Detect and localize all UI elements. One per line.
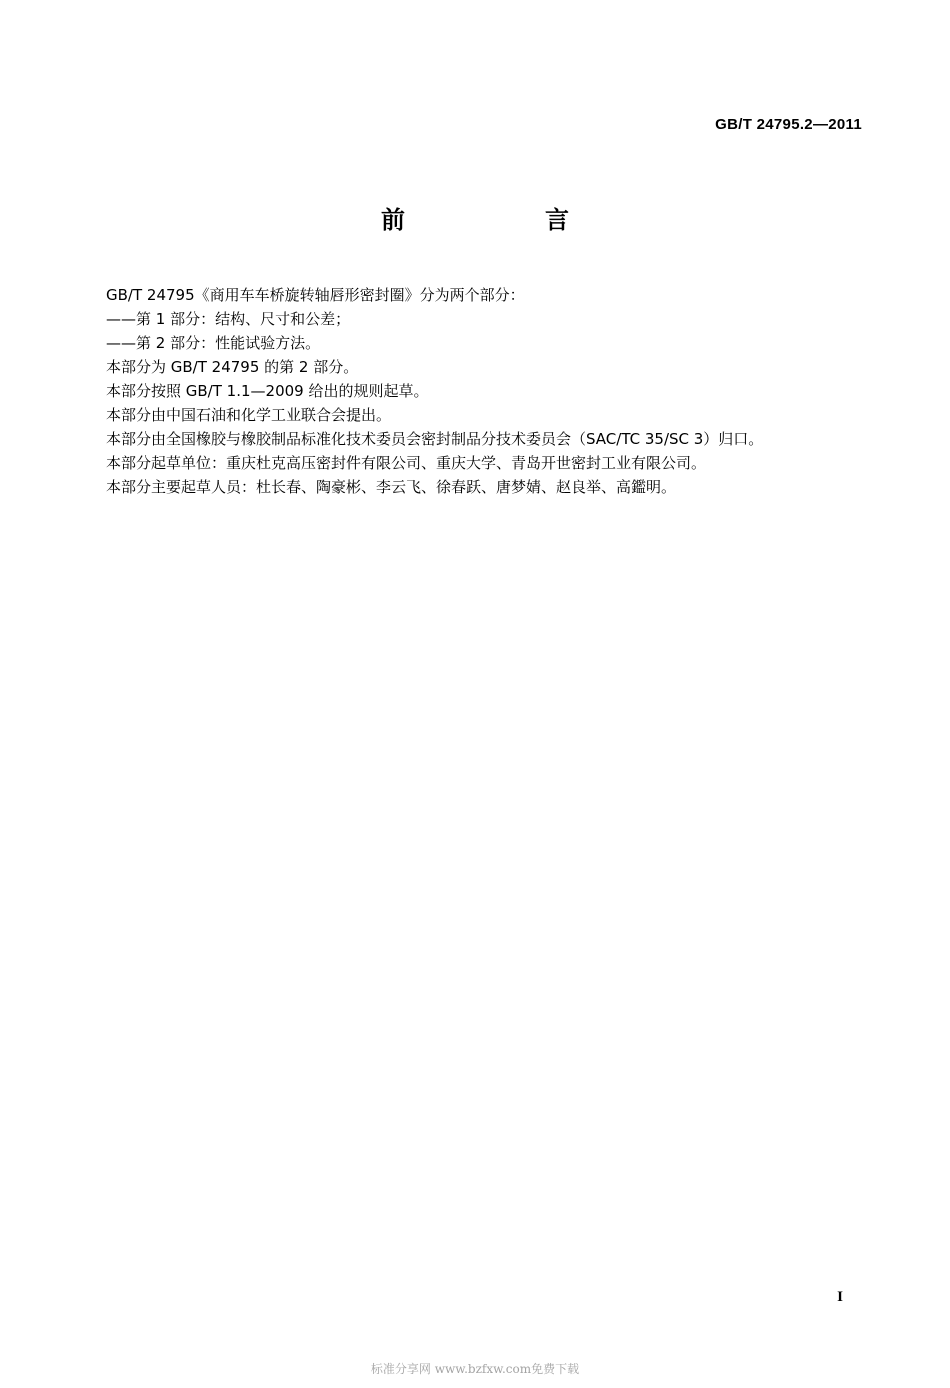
watermark: 标准分享网 www.bzfxw.com免费下载 bbox=[370, 1362, 580, 1376]
paragraph-drafters: 本部分主要起草人员：杜长春、陶豪彬、李云飞、徐春跃、唐梦婧、赵良举、高鑑明。 bbox=[106, 478, 677, 496]
paragraph-parts-intro: GB/T 24795《商用车车桥旋转轴唇形密封圈》分为两个部分： bbox=[106, 286, 525, 304]
page-title: 前 言 bbox=[381, 206, 627, 234]
paragraph-drafting-rules: 本部分按照 GB/T 1.1—2009 给出的规则起草。 bbox=[106, 382, 429, 400]
page-number: I bbox=[837, 1289, 843, 1305]
paragraph-proposed-by: 本部分由中国石油和化学工业联合会提出。 bbox=[106, 406, 392, 424]
foreword-body bbox=[74, 283, 864, 499]
paragraph-this-part: 本部分为 GB/T 24795 的第 2 部分。 bbox=[106, 358, 359, 376]
standard-code: GB/T 24795.2—2011 bbox=[715, 116, 862, 133]
paragraph-under-jurisdiction: 本部分由全国橡胶与橡胶制品标准化技术委员会密封制品分技术委员会（SAC/TC 35/SC 3）归口。 bbox=[106, 430, 764, 448]
paragraph-drafting-units: 本部分起草单位：重庆杜克高压密封件有限公司、重庆大学、青岛开世密封工业有限公司。 bbox=[106, 454, 707, 472]
paragraph-part-1: ——第 1 部分：结构、尺寸和公差； bbox=[106, 310, 351, 328]
paragraph-part-2: ——第 2 部分：性能试验方法。 bbox=[106, 334, 321, 352]
